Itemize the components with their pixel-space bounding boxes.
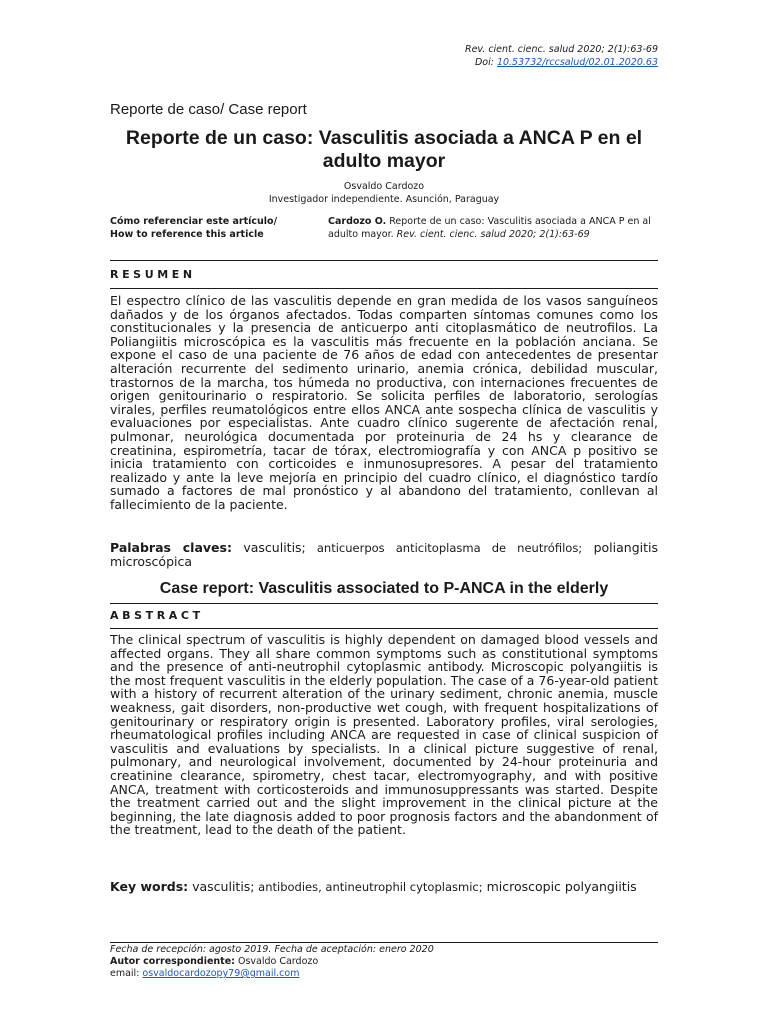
article-title: Reporte de un caso: Vasculitis asociada a ANCA P en el adulto mayor bbox=[125, 127, 643, 172]
resumen-heading: RESUMEN bbox=[110, 268, 196, 281]
footer-note bbox=[110, 944, 434, 980]
divider bbox=[110, 260, 658, 261]
divider bbox=[110, 603, 658, 604]
abstract-text: The clinical spectrum of vasculitis is highly dependent on damaged blood vessels and affected organs. They all share common symptoms such as constitutional symptoms and the presence of anti-neutrophil cytoplasmic antibody. Microscopic polyangiitis is the most frequent vasculitis in the elderly population. The case of a 76-year-old patient with a history of recurrent alteration of the urinary sediment, chronic anemia, muscle weakness, gait disorders, non-productive wet cough, with frequent hospitalizations of genitourinary or respiratory origin is presented. Laboratory profiles, viral serologies, rheumatological profiles including ANCA are requested in case of clinical suspicion of vasculitis and evaluations by specialists. In a clinical picture suggestive of renal, pulmonary, and neurological involvement, documented by 24-hour proteinuria and creatinine clearance, spirometry, chest tacar, electromyography, and with positive ANCA, treatment with corticosteroids and immunosuppressants was started. Despite the treatment carried out and the slight improvement in the clinical picture at the beginning, the late diagnosis added to poor prognosis factors and the abandonment of the treatment, lead to the death of the patient. bbox=[110, 632, 658, 838]
author-name: Osvaldo Cardozo bbox=[343, 181, 425, 192]
citation-label-en: How to reference this article bbox=[110, 229, 264, 240]
journal-reference: Rev. cient. cienc. salud 2020; 2(1):63-69 bbox=[464, 44, 658, 55]
email-line bbox=[110, 968, 434, 980]
keyword: anticuerpos anticitoplasma de neutrófilos; bbox=[305, 541, 583, 555]
abstract-heading: ABSTRACT bbox=[110, 609, 204, 622]
dates-line: Fecha de recepción: agosto 2019. Fecha de aceptación: enero 2020 bbox=[110, 944, 434, 955]
citation-label bbox=[110, 215, 310, 241]
doi-line bbox=[465, 56, 658, 69]
keyword: poliangitis microscópica bbox=[110, 540, 658, 569]
divider bbox=[110, 628, 658, 629]
keyword: antibodies, antineutrophil cytoplasmic; bbox=[254, 880, 483, 894]
resumen-text: El espectro clínico de las vasculitis depende en gran medida de los vasos sanguíneos dañados y de los órganos afectados. Todas comparten síntomas comunes como los constitucionales y la presencia de anticuerpo anti citoplasmático de neutrofilos. La Poliangiitis microscópica es la vasculitis más frecuente en la población anciana. Se expone el caso de una paciente de 76 años de edad con antecedentes de presentar alteración recurrente del sedimento urinario, anemia crónica, debilidad muscular, trastornos de la marcha, tos húmeda no productiva, con internaciones frecuentes de origen genitourinario o respiratorio. Se solicita perfiles de laboratorio, serologías virales, perfiles reumatológicos entre ellos ANCA ante sospecha clínica de vasculitis y evaluaciones por especialistas. Ante cuadro clínico sugerente de afectación renal, pulmonar, neurológica documentada por proteinuria de 24 hs y clearance de creatinina, espirometría, tacar de tórax, electromiografía y con ANCA p positivo se inicia tratamiento con corticoides e inmunosupresores. A pesar del tratamiento realizado y ante la leve mejoría en principio del cuadro clínico, el diagnóstico tardío sumado a factores de mal pronóstico y al abandono del tratamiento, conllevan al fallecimiento de la paciente. bbox=[110, 293, 658, 512]
journal-header bbox=[465, 43, 658, 69]
keyword: vasculitis; bbox=[188, 879, 255, 894]
email-link[interactable]: osvaldocardozopy79@gmail.com bbox=[142, 968, 300, 979]
keywords-label: Key words: bbox=[110, 879, 189, 894]
corresponding-line bbox=[110, 956, 434, 968]
divider bbox=[110, 288, 658, 289]
doi-label: Doi: bbox=[474, 57, 494, 68]
citation-author: Cardozo O. bbox=[328, 216, 387, 227]
section-type: Reporte de caso/ Case report bbox=[110, 101, 307, 118]
keyword: vasculitis; bbox=[231, 540, 306, 555]
citation-body: Reporte de un caso: Vasculitis asociada a ANCA P en al adulto mayor. bbox=[328, 216, 651, 240]
citation-journal: Rev. cient. cienc. salud 2020; 2(1):63-69 bbox=[396, 229, 590, 240]
author-affiliation: Investigador independiente. Asunción, Paraguay bbox=[268, 194, 500, 205]
citation-label-es: Cómo referenciar este artículo/ bbox=[110, 216, 278, 227]
corresponding-name: Osvaldo Cardozo bbox=[234, 956, 319, 967]
corresponding-label: Autor correspondiente: bbox=[110, 956, 235, 967]
keyword: microscopic polyangiitis bbox=[482, 879, 637, 894]
email-label: email: bbox=[110, 968, 143, 979]
resumen-keywords bbox=[110, 541, 658, 569]
citation-text bbox=[328, 215, 658, 241]
author-block bbox=[110, 180, 658, 206]
doi-link[interactable]: 10.53732/rccsalud/02.01.2020.63 bbox=[496, 57, 658, 68]
english-title: Case report: Vasculitis associated to P-ANCA in the elderly bbox=[159, 580, 609, 597]
abstract-keywords bbox=[110, 880, 658, 894]
footer-divider bbox=[110, 942, 658, 943]
keywords-label: Palabras claves: bbox=[110, 540, 232, 555]
